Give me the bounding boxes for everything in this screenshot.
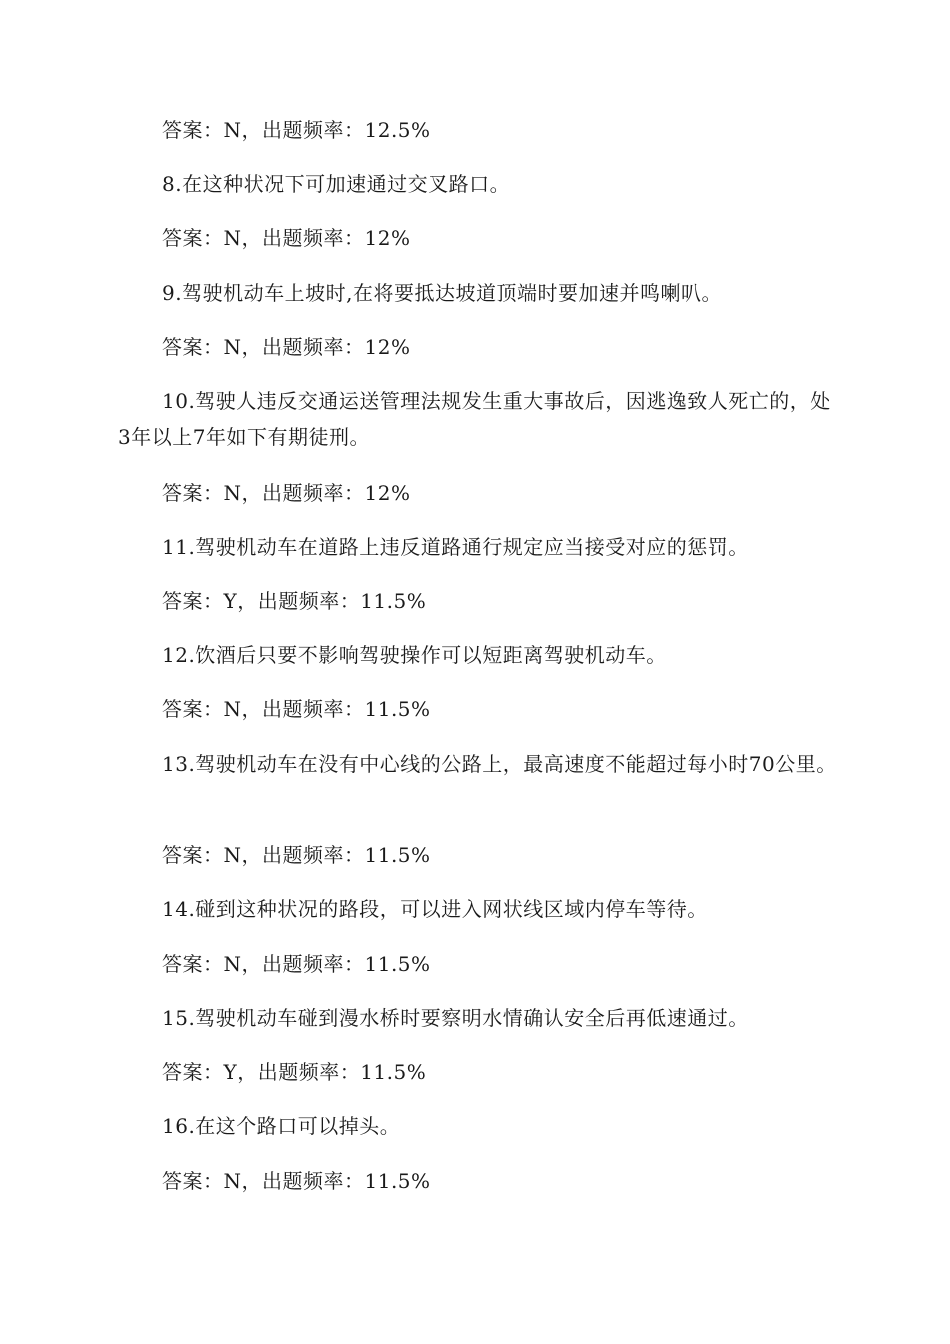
question-line: 15.驾驶机动车碰到漫水桥时要察明水情确认安全后再低速通过。 <box>162 1006 749 1030</box>
question-line: 14.碰到这种状况的路段，可以进入网状线区域内停车等待。 <box>162 897 708 921</box>
answer-line: 答案：N，出题频率：12% <box>162 335 411 359</box>
answer-line: 答案：N，出题频率：12% <box>162 226 411 250</box>
answer-line: 答案：N，出题频率：12.5% <box>162 118 431 142</box>
answer-line: 答案：Y，出题频率：11.5% <box>162 589 427 613</box>
answer-line: 答案：N，出题频率：11.5% <box>162 1169 431 1193</box>
answer-line: 答案：N，出题频率：11.5% <box>162 697 431 721</box>
question-line: 16.在这个路口可以掉头。 <box>162 1114 401 1138</box>
question-line: 9.驾驶机动车上坡时,在将要抵达坡道顶端时要加速并鸣喇叭。 <box>162 281 722 305</box>
question-paragraph: 13.驾驶机动车在没有中心线的公路上，最高速度不能超过每小时70公里。 <box>162 752 837 776</box>
question-line: 12.饮酒后只要不影响驾驶操作可以短距离驾驶机动车。 <box>162 643 667 667</box>
answer-line: 答案：N，出题频率：11.5% <box>162 952 431 976</box>
answer-line: 答案：Y，出题频率：11.5% <box>162 1060 427 1084</box>
answer-line: 答案：N，出题频率：12% <box>162 481 411 505</box>
answer-line: 答案：N，出题频率：11.5% <box>162 843 431 867</box>
question-line: 8.在这种状况下可加速通过交叉路口。 <box>162 172 511 196</box>
question-line: 11.驾驶机动车在道路上违反道路通行规定应当接受对应的惩罚。 <box>162 535 749 559</box>
question-paragraph: 10.驾驶人违反交通运送管理法规发生重大事故后，因逃逸致人死亡的，处3年以上7年如下有期徒刑。 <box>118 389 831 449</box>
